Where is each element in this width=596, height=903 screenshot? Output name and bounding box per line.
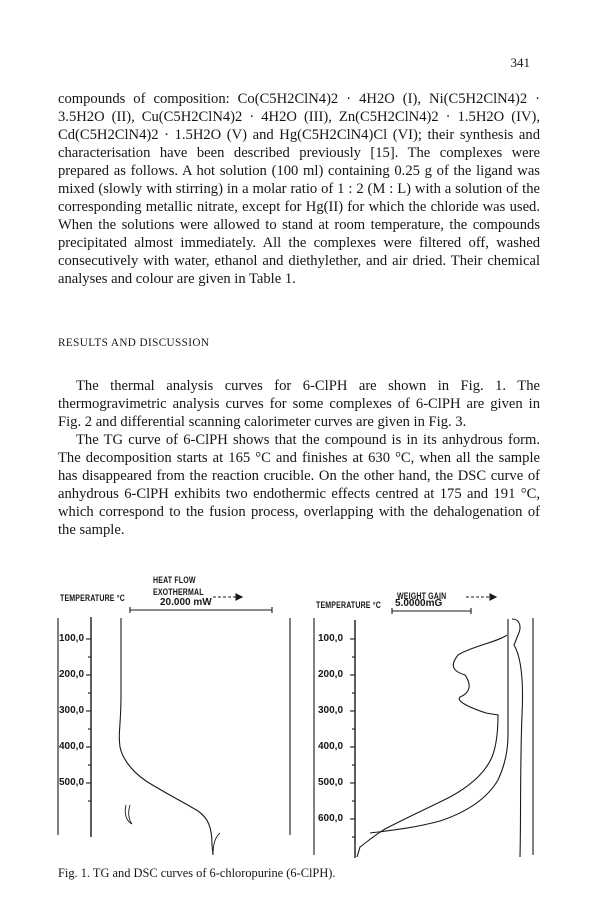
tg-tick-400: 400,0: [318, 741, 344, 752]
paragraph-tg-curve: The TG curve of 6-ClPH shows that the compound is in its anhydrous form. The decomposition starts at 165 °C and finishes at 630 °C, when all the sample has disappeared from the reaction crucible. On the other hand, the DSC curve of anhydrous 6-ClPH exhibits two endothermic effects centred at 175 and 191 °C, which correspond to the fusion process, overlapping with the dehalogenation of the sample.: [58, 432, 540, 538]
dsc-scale-label: 20.000 mW: [160, 597, 212, 608]
paragraph-thermal-curves: The thermal analysis curves for 6-ClPH are shown in Fig. 1. The thermogravimetric analysis curves for some complexes of 6-ClPH are given in Fig. 2 and differential scanning calorimeter curves are given in Fig. 3.: [58, 378, 540, 430]
dsc-tick-200: 200,0: [59, 669, 85, 680]
intro-paragraph: compounds of composition: Co(C5H2ClN4)2 · 4H2O (I), Ni(C5H2ClN4)2 · 3.5H2O (II), Cu(C5H2ClN4)2 · 4H2O (III), Zn(C5H2ClN4)2 · 1.5H2O (IV), Cd(C5H2ClN4)2 · 1.5H2O (V) and Hg(C5H2ClN4)Cl (VI); their synthesis and characterisation have been described previously [15]. The complexes were prepared as follows. A hot solution (100 ml) containing 0.25 g of the ligand was mixed (slowly with stirring) in a molar ratio of 1 : 2 (M : L) with a solution of the corresponding metallic nitrate, except for Hg(II) for which the chloride was used. When the solutions were allowed to stand at room temperature, the compounds precipitated almost immediately. All the complexes were filtered off, washed consecutively with water, ethanol and diethylether, and air dried. Their chemical analyses and colour are given in Table 1.: [58, 91, 540, 287]
tg-curve: [370, 619, 508, 833]
tg-tick-200: 200,0: [318, 669, 344, 680]
dsc-tick-300: 300,0: [59, 705, 85, 716]
exothermal-label: EXOTHERMAL: [153, 587, 204, 597]
tg-tick-300: 300,0: [318, 705, 344, 716]
tg-tick-500: 500,0: [318, 777, 344, 788]
weight-gain-label: WEIGHT GAIN: [397, 591, 447, 601]
tg-temperature-label: TEMPERATURE °C: [316, 600, 381, 610]
page-number: 341: [510, 55, 530, 70]
tg-inner-trace: [357, 635, 507, 857]
section-heading: RESULTS AND DISCUSSION: [58, 337, 210, 349]
tg-tick-100: 100,0: [318, 633, 344, 644]
dsc-temperature-label: TEMPERATURE °C: [60, 593, 125, 603]
dsc-tick-100: 100,0: [59, 633, 85, 644]
tg-scale-label: 5.0000mG: [395, 598, 443, 609]
heat-flow-label: HEAT FLOW: [153, 575, 196, 585]
figure-caption: Fig. 1. TG and DSC curves of 6-chloropurine (6-ClPH).: [58, 866, 336, 880]
dsc-tick-400: 400,0: [59, 741, 85, 752]
tg-outer-trace: [512, 619, 523, 857]
tg-tick-600: 600,0: [318, 813, 344, 824]
figure-1-plot: [0, 575, 596, 860]
dsc-tick-500: 500,0: [59, 777, 85, 788]
dsc-curve: [119, 618, 213, 855]
figure-1: [0, 575, 596, 860]
